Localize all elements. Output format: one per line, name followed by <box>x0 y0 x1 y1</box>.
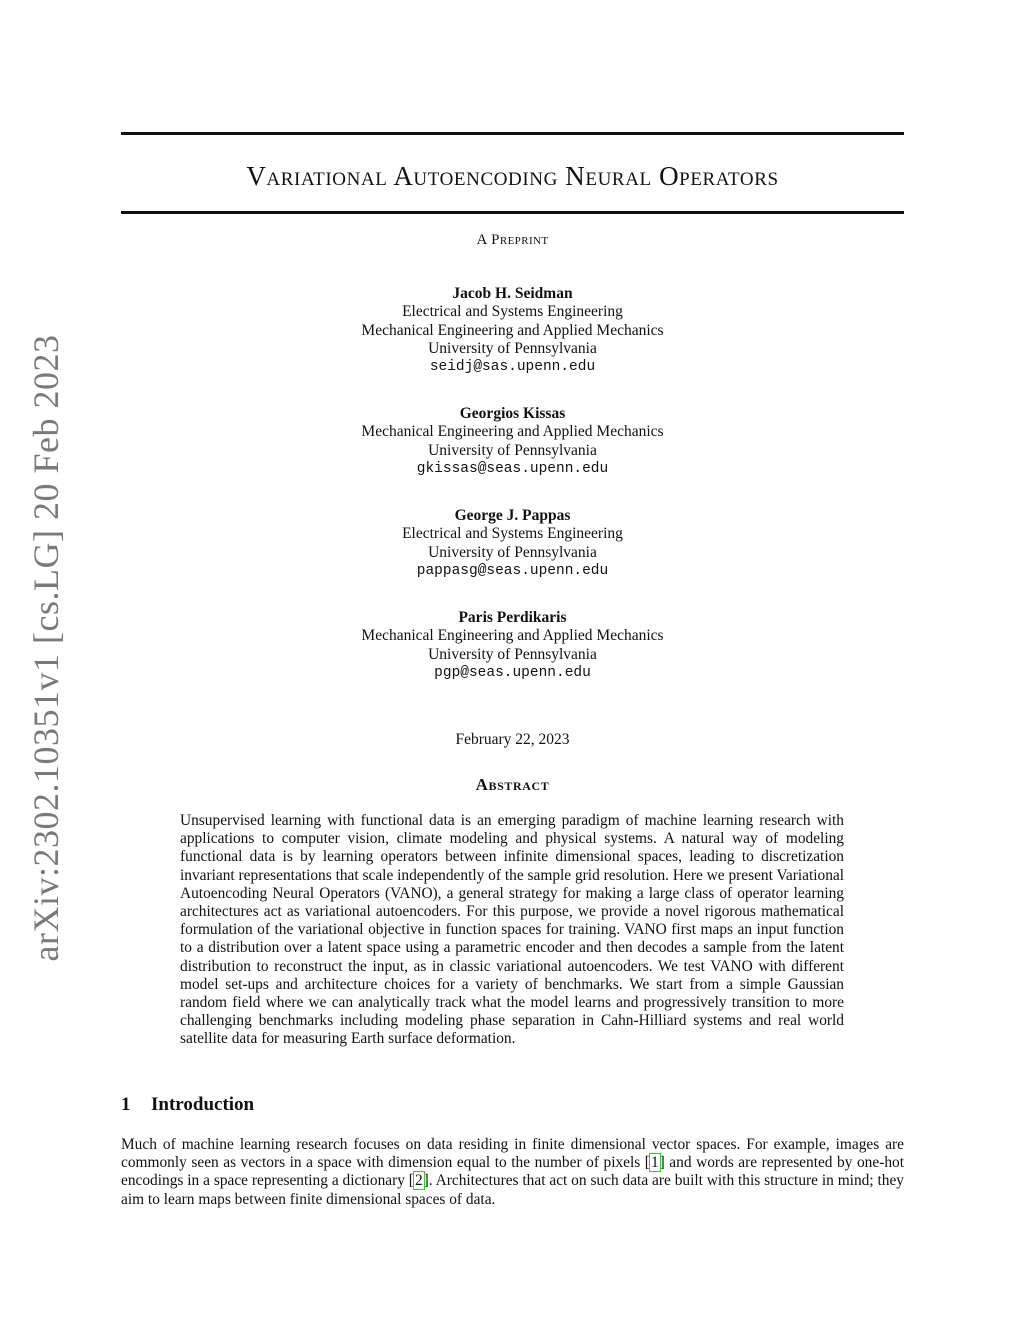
section-number: 1 <box>121 1094 131 1115</box>
author-affiliation: Electrical and Systems Engineering <box>402 303 623 321</box>
title-rule-bottom <box>121 211 904 214</box>
author-affiliation: University of Pennsylvania <box>428 339 597 357</box>
author-block <box>121 507 904 580</box>
author-affiliation: University of Pennsylvania <box>428 441 597 459</box>
intro-paragraph <box>121 1136 904 1209</box>
author-affiliation: University of Pennsylvania <box>428 543 597 561</box>
abstract-heading: Abstract <box>475 775 550 794</box>
intro-text: Much of machine learning research focuses on data residing in finite dimensional vector spaces. For example, images are commonly seen as vectors in a space with dimension equal to the number of pixels [ <box>121 1136 904 1172</box>
author-affiliation: Mechanical Engineering and Applied Mechanics <box>361 627 664 645</box>
author-name: Jacob H. Seidman <box>452 285 573 302</box>
author-block <box>121 285 904 376</box>
author-name: Georgios Kissas <box>459 405 566 422</box>
author-email[interactable]: pappasg@seas.upenn.edu <box>416 562 609 579</box>
preprint-label: A Preprint <box>476 232 549 248</box>
author-affiliation: Electrical and Systems Engineering <box>402 525 623 543</box>
author-block <box>121 405 904 478</box>
author-email[interactable]: pgp@seas.upenn.edu <box>434 664 591 681</box>
author-email[interactable]: seidj@sas.upenn.edu <box>429 359 596 376</box>
arxiv-side-stamp: arXiv:2302.10351v1 [cs.LG] 20 Feb 2023 <box>26 334 66 962</box>
author-name: Paris Perdikaris <box>458 609 567 626</box>
intro-text: ]. Architectures that act on such data are built with this structure in mind; they aim to learn maps between finite dimensional spaces of data. <box>121 1172 904 1208</box>
section-heading <box>121 1094 254 1116</box>
citation-link[interactable]: 2 <box>414 1172 423 1190</box>
title-rule-top <box>121 132 904 135</box>
author-email[interactable]: gkissas@seas.upenn.edu <box>416 460 609 477</box>
author-affiliation: Mechanical Engineering and Applied Mechanics <box>361 321 664 339</box>
author-block <box>121 609 904 682</box>
intro-text: ] and words are represented by one-hot encodings in a space representing a dictionary [ <box>121 1154 905 1190</box>
paper-title: Variational Autoencoding Neural Operators <box>246 161 779 191</box>
section-title: Introduction <box>151 1094 255 1115</box>
abstract-text: Unsupervised learning with functional data is an emerging paradigm of machine learning research with applications to computer vision, climate modeling and physical systems. A natural way of modeling functional data is by learning operators between infinite dimensional spaces, leading to discretization invariant representations that scale independently of the sample grid resolution. Here we present Variational Autoencoding Neural Operators (VANO), a general strategy for making a large class of operator learning architectures act as variational autoencoders. For this purpose, we provide a novel rigorous mathematical formulation of the variational objective in function spaces for training. VANO first maps an input function to a distribution over a latent space using a parametric encoder and then decodes a sample from the latent distribution to reconstruct the input, as in classic variational autoencoders. We test VANO with different model set-ups and architecture choices for a variety of benchmarks. We start from a simple Gaussian random field where we can analytically track what the model learns and progressively transition to more challenging benchmarks including modeling phase separation in Cahn-Hilliard systems and real world satellite data for measuring Earth surface deformation. <box>180 812 844 1048</box>
paper-date: February 22, 2023 <box>455 731 570 748</box>
author-name: George J. Pappas <box>454 507 571 524</box>
author-affiliation: University of Pennsylvania <box>428 645 597 663</box>
citation-link[interactable]: 1 <box>650 1154 659 1172</box>
author-affiliation: Mechanical Engineering and Applied Mechanics <box>361 423 664 441</box>
